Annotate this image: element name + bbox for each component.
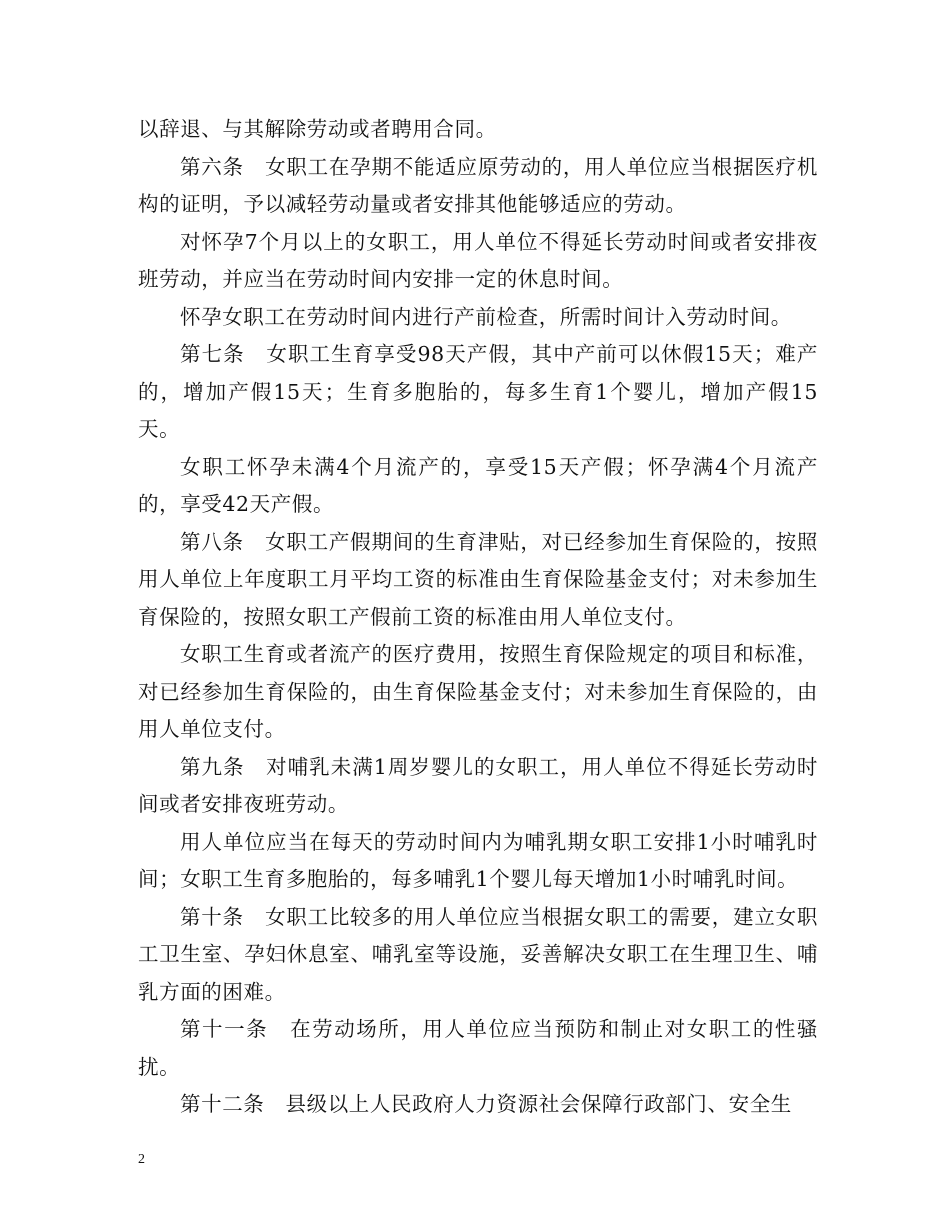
- paragraph-article-6: 第六条 女职工在孕期不能适应原劳动的，用人单位应当根据医疗机构的证明，予以减轻劳动量或者安排其他能够适应的劳动。: [138, 154, 818, 216]
- paragraph-article-8: 第八条 女职工产假期间的生育津贴，对已经参加生育保险的，按照用人单位上年度职工月平均工资的标准由生育保险基金支付；对未参加生育保险的，按照女职工产假前工资的标准由用人单位支付。: [138, 529, 818, 629]
- paragraph-article-7: 第七条 女职工生育享受98天产假，其中产前可以休假15天；难产的，增加产假15天；生育多胞胎的，每多生育1个婴儿，增加产假15天。: [138, 342, 818, 441]
- paragraph-article-7-miscarriage: 女职工怀孕未满4个月流产的，享受15天产假；怀孕满4个月流产的，享受42天产假。: [138, 454, 818, 516]
- paragraph-article-10: 第十条 女职工比较多的用人单位应当根据女职工的需要，建立女职工卫生室、孕妇休息室、哺乳室等设施，妥善解决女职工在生理卫生、哺乳方面的困难。: [138, 904, 818, 1004]
- paragraph-article-9-nursing-time: 用人单位应当在每天的劳动时间内为哺乳期女职工安排1小时哺乳时间；女职工生育多胞胎的，每多哺乳1个婴儿每天增加1小时哺乳时间。: [138, 829, 818, 891]
- paragraph-article-6-prenatal-check: 怀孕女职工在劳动时间内进行产前检查，所需时间计入劳动时间。: [180, 304, 792, 329]
- paragraph-article-8-medical-costs: 女职工生育或者流产的医疗费用，按照生育保险规定的项目和标准，对已经参加生育保险的，由生育保险基金支付；对未参加生育保险的，由用人单位支付。: [138, 642, 818, 741]
- paragraph-article-6-pregnancy-7-months: 对怀孕7个月以上的女职工，用人单位不得延长劳动时间或者安排夜班劳动，并应当在劳动时间内安排一定的休息时间。: [138, 229, 818, 291]
- paragraph-article-11: 第十一条 在劳动场所，用人单位应当预防和制止对女职工的性骚扰。: [138, 1017, 818, 1079]
- document-body: [138, 111, 818, 1124]
- paragraph-continuation: 以辞退、与其解除劳动或者聘用合同。: [138, 117, 497, 141]
- paragraph-article-9: 第九条 对哺乳未满1周岁婴儿的女职工，用人单位不得延长劳动时间或者安排夜班劳动。: [138, 754, 818, 816]
- paragraph-article-12: 第十二条 县级以上人民政府人力资源社会保障行政部门、安全生: [180, 1092, 792, 1116]
- page-number: 2: [138, 1152, 145, 1167]
